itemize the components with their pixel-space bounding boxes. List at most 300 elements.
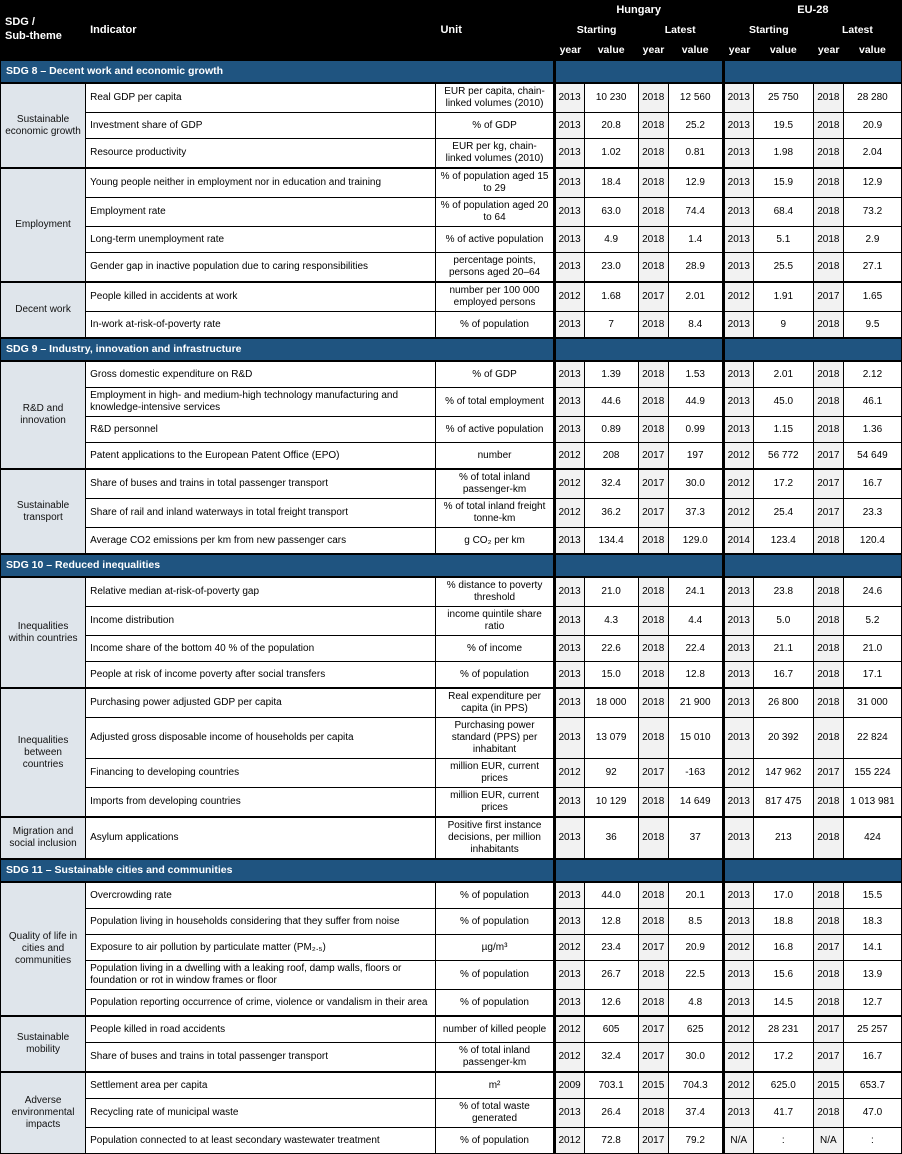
section-title: SDG 9 – Industry, innovation and infrastructure [1, 338, 555, 361]
indicator-cell: Patent applications to the European Patent Office (EPO) [86, 443, 436, 470]
unit-cell: % of population [436, 882, 554, 909]
year-cell: 2013 [554, 168, 584, 198]
unit-cell: number of killed people [436, 1016, 554, 1043]
value-cell: 1.39 [584, 361, 638, 388]
year-cell: 2018 [813, 577, 843, 607]
value-cell: 14.5 [753, 990, 813, 1017]
year-cell: 2018 [813, 788, 843, 818]
year-cell: 2013 [554, 312, 584, 339]
value-cell: 4.8 [668, 990, 723, 1017]
year-cell: 2018 [638, 961, 668, 990]
year-cell: 2013 [554, 718, 584, 759]
value-cell: 12.7 [843, 990, 901, 1017]
value-cell: 12.9 [843, 168, 901, 198]
year-cell: 2018 [813, 882, 843, 909]
value-cell: 4.4 [668, 607, 723, 636]
value-cell: 1.15 [753, 417, 813, 443]
value-cell: 30.0 [668, 469, 723, 499]
indicator-cell: Population connected to at least secondary wastewater treatment [86, 1128, 436, 1154]
value-cell: 8.4 [668, 312, 723, 339]
indicator-cell: Share of buses and trains in total passenger transport [86, 1043, 436, 1073]
value-cell: 28 231 [753, 1016, 813, 1043]
indicator-cell: Imports from developing countries [86, 788, 436, 818]
header-value: value [843, 41, 901, 61]
unit-cell: % of population [436, 312, 554, 339]
indicator-cell: Share of buses and trains in total passenger transport [86, 469, 436, 499]
year-cell: 2013 [554, 817, 584, 859]
unit-cell: income quintile share ratio [436, 607, 554, 636]
year-cell: 2018 [813, 662, 843, 689]
value-cell: 0.99 [668, 417, 723, 443]
indicator-cell: Employment rate [86, 198, 436, 227]
subtheme-cell: Employment [1, 168, 86, 282]
value-cell: 21.1 [753, 636, 813, 662]
year-cell: 2018 [638, 788, 668, 818]
year-cell: 2018 [813, 1099, 843, 1128]
section-fill-eu28 [723, 554, 901, 577]
year-cell: 2018 [813, 168, 843, 198]
year-cell: 2012 [723, 443, 753, 470]
year-cell: 2013 [554, 688, 584, 718]
value-cell: 23.8 [753, 577, 813, 607]
value-cell: 26 800 [753, 688, 813, 718]
table-row [1, 253, 902, 283]
year-cell: 2013 [554, 961, 584, 990]
value-cell: 37 [668, 817, 723, 859]
year-cell: 2013 [723, 198, 753, 227]
year-cell: 2009 [554, 1072, 584, 1099]
value-cell: 213 [753, 817, 813, 859]
table-row [1, 759, 902, 788]
value-cell: 625.0 [753, 1072, 813, 1099]
year-cell: 2012 [554, 469, 584, 499]
indicator-cell: People at risk of income poverty after social transfers [86, 662, 436, 689]
unit-cell: m² [436, 1072, 554, 1099]
year-cell: N/A [813, 1128, 843, 1154]
value-cell: 46.1 [843, 388, 901, 417]
value-cell: 22 824 [843, 718, 901, 759]
value-cell: 23.4 [584, 935, 638, 961]
year-cell: 2017 [638, 935, 668, 961]
value-cell: 45.0 [753, 388, 813, 417]
header-indicator: Indicator [86, 1, 436, 61]
value-cell: 12.6 [584, 990, 638, 1017]
value-cell: 18.4 [584, 168, 638, 198]
value-cell: 22.5 [668, 961, 723, 990]
year-cell: 2017 [813, 935, 843, 961]
value-cell: 56 772 [753, 443, 813, 470]
year-cell: 2012 [554, 1128, 584, 1154]
year-cell: 2013 [723, 227, 753, 253]
year-cell: 2018 [813, 113, 843, 139]
value-cell: 41.7 [753, 1099, 813, 1128]
value-cell: 120.4 [843, 528, 901, 555]
year-cell: 2015 [638, 1072, 668, 1099]
unit-cell: % of population [436, 662, 554, 689]
value-cell: 208 [584, 443, 638, 470]
year-cell: 2018 [813, 312, 843, 339]
value-cell: 20 392 [753, 718, 813, 759]
year-cell: 2017 [638, 1016, 668, 1043]
subtheme-cell: Inequalities between countries [1, 688, 86, 817]
header-eu-starting: Starting [723, 19, 813, 41]
value-cell: 5.0 [753, 607, 813, 636]
indicator-cell: Gross domestic expenditure on R&D [86, 361, 436, 388]
year-cell: 2017 [638, 443, 668, 470]
year-cell: 2018 [638, 361, 668, 388]
value-cell: 73.2 [843, 198, 901, 227]
indicator-cell: Population reporting occurrence of crime, violence or vandalism in their area [86, 990, 436, 1017]
value-cell: 4.3 [584, 607, 638, 636]
indicator-cell: Recycling rate of municipal waste [86, 1099, 436, 1128]
year-cell: 2013 [554, 113, 584, 139]
year-cell: 2013 [723, 388, 753, 417]
value-cell: 20.9 [843, 113, 901, 139]
value-cell: 21.0 [843, 636, 901, 662]
value-cell: 1 013 981 [843, 788, 901, 818]
header-value: value [584, 41, 638, 61]
year-cell: 2018 [813, 817, 843, 859]
table-row [1, 282, 902, 312]
header-year: year [813, 41, 843, 61]
value-cell: 1.36 [843, 417, 901, 443]
year-cell: 2012 [554, 282, 584, 312]
value-cell: 20.8 [584, 113, 638, 139]
value-cell: 36.2 [584, 499, 638, 528]
year-cell: 2018 [813, 227, 843, 253]
year-cell: 2012 [723, 469, 753, 499]
table-row [1, 198, 902, 227]
year-cell: 2013 [723, 662, 753, 689]
value-cell: 25.2 [668, 113, 723, 139]
value-cell: 23.3 [843, 499, 901, 528]
section-fill-eu28 [723, 338, 901, 361]
value-cell: 44.0 [584, 882, 638, 909]
indicator-cell: Income distribution [86, 607, 436, 636]
value-cell: 2.9 [843, 227, 901, 253]
year-cell: 2018 [813, 417, 843, 443]
header-subtheme-line2: Sub-theme [5, 30, 62, 42]
indicator-cell: Income share of the bottom 40 % of the population [86, 636, 436, 662]
year-cell: 2013 [554, 361, 584, 388]
header-unit: Unit [436, 1, 554, 61]
year-cell: 2018 [638, 253, 668, 283]
value-cell: : [843, 1128, 901, 1154]
year-cell: 2017 [813, 443, 843, 470]
table-body [1, 60, 902, 1154]
value-cell: 14 649 [668, 788, 723, 818]
section-row [1, 554, 902, 577]
unit-cell: % of population [436, 961, 554, 990]
value-cell: 25.5 [753, 253, 813, 283]
value-cell: 12.8 [584, 909, 638, 935]
year-cell: 2017 [638, 499, 668, 528]
year-cell: 2012 [554, 499, 584, 528]
value-cell: 704.3 [668, 1072, 723, 1099]
value-cell: 63.0 [584, 198, 638, 227]
header-hungary-starting: Starting [554, 19, 638, 41]
value-cell: 4.9 [584, 227, 638, 253]
year-cell: 2013 [723, 607, 753, 636]
value-cell: 15.6 [753, 961, 813, 990]
year-cell: 2018 [638, 817, 668, 859]
indicator-cell: People killed in accidents at work [86, 282, 436, 312]
header-group-hungary: Hungary [554, 1, 723, 19]
year-cell: 2018 [638, 636, 668, 662]
unit-cell: % of GDP [436, 113, 554, 139]
indicator-cell: Population living in a dwelling with a leaking roof, damp walls, floors or foundation or rot in window frames or floor [86, 961, 436, 990]
year-cell: 2018 [813, 528, 843, 555]
subtheme-cell: Inequalities within countries [1, 577, 86, 688]
subtheme-cell: Adverse environmental impacts [1, 1072, 86, 1154]
year-cell: 2017 [813, 469, 843, 499]
year-cell: 2018 [638, 718, 668, 759]
value-cell: 12.9 [668, 168, 723, 198]
value-cell: 1.4 [668, 227, 723, 253]
section-fill-eu28 [723, 60, 901, 83]
unit-cell: % of total inland passenger-km [436, 469, 554, 499]
unit-cell: Real expenditure per capita (in PPS) [436, 688, 554, 718]
value-cell: 13 079 [584, 718, 638, 759]
value-cell: 79.2 [668, 1128, 723, 1154]
subtheme-cell: Quality of life in cities and communities [1, 882, 86, 1016]
value-cell: 12 560 [668, 83, 723, 113]
year-cell: 2013 [723, 312, 753, 339]
value-cell: 12.8 [668, 662, 723, 689]
table-row [1, 817, 902, 859]
value-cell: 18 000 [584, 688, 638, 718]
value-cell: 47.0 [843, 1099, 901, 1128]
value-cell: 16.7 [843, 1043, 901, 1073]
year-cell: 2013 [554, 636, 584, 662]
year-cell: 2012 [554, 1016, 584, 1043]
value-cell: 123.4 [753, 528, 813, 555]
table-row [1, 417, 902, 443]
header-year: year [723, 41, 753, 61]
value-cell: 817 475 [753, 788, 813, 818]
year-cell: 2012 [723, 1016, 753, 1043]
year-cell: N/A [723, 1128, 753, 1154]
indicator-cell: Gender gap in inactive population due to caring responsibilities [86, 253, 436, 283]
year-cell: 2012 [723, 935, 753, 961]
header-subtheme [1, 1, 86, 61]
year-cell: 2013 [723, 83, 753, 113]
year-cell: 2017 [813, 499, 843, 528]
subtheme-cell: R&D and innovation [1, 361, 86, 469]
value-cell: 26.4 [584, 1099, 638, 1128]
section-title: SDG 8 – Decent work and economic growth [1, 60, 555, 83]
table-row [1, 607, 902, 636]
year-cell: 2013 [723, 1099, 753, 1128]
year-cell: 2013 [723, 168, 753, 198]
value-cell: 1.02 [584, 139, 638, 169]
value-cell: 10 230 [584, 83, 638, 113]
year-cell: 2013 [554, 990, 584, 1017]
table-row [1, 443, 902, 470]
section-title: SDG 10 – Reduced inequalities [1, 554, 555, 577]
table-row [1, 882, 902, 909]
year-cell: 2013 [723, 882, 753, 909]
year-cell: 2018 [813, 961, 843, 990]
value-cell: 5.2 [843, 607, 901, 636]
year-cell: 2013 [554, 788, 584, 818]
table-row [1, 227, 902, 253]
indicator-cell: Young people neither in employment nor in education and training [86, 168, 436, 198]
value-cell: 15.0 [584, 662, 638, 689]
table-row [1, 961, 902, 990]
indicator-cell: Adjusted gross disposable income of households per capita [86, 718, 436, 759]
value-cell: 1.98 [753, 139, 813, 169]
year-cell: 2018 [638, 417, 668, 443]
year-cell: 2015 [813, 1072, 843, 1099]
year-cell: 2018 [638, 312, 668, 339]
unit-cell: number per 100 000 employed persons [436, 282, 554, 312]
year-cell: 2018 [638, 1099, 668, 1128]
value-cell: 9 [753, 312, 813, 339]
unit-cell: % of population [436, 909, 554, 935]
value-cell: 18.3 [843, 909, 901, 935]
value-cell: 2.01 [753, 361, 813, 388]
year-cell: 2018 [638, 909, 668, 935]
value-cell: 31 000 [843, 688, 901, 718]
unit-cell: % of income [436, 636, 554, 662]
table-row [1, 168, 902, 198]
header-group-eu28: EU-28 [723, 1, 901, 19]
value-cell: 22.6 [584, 636, 638, 662]
year-cell: 2017 [813, 1043, 843, 1073]
year-cell: 2013 [554, 577, 584, 607]
year-cell: 2013 [723, 253, 753, 283]
year-cell: 2018 [638, 168, 668, 198]
value-cell: 653.7 [843, 1072, 901, 1099]
value-cell: 2.04 [843, 139, 901, 169]
value-cell: 15 010 [668, 718, 723, 759]
year-cell: 2013 [723, 718, 753, 759]
table-row [1, 528, 902, 555]
unit-cell: % of population [436, 990, 554, 1017]
year-cell: 2012 [723, 499, 753, 528]
year-cell: 2013 [723, 361, 753, 388]
subtheme-cell: Sustainable economic growth [1, 83, 86, 168]
year-cell: 2013 [554, 607, 584, 636]
unit-cell: % of population aged 15 to 29 [436, 168, 554, 198]
value-cell: 26.7 [584, 961, 638, 990]
year-cell: 2018 [813, 139, 843, 169]
year-cell: 2013 [723, 688, 753, 718]
year-cell: 2018 [638, 607, 668, 636]
year-cell: 2018 [638, 662, 668, 689]
section-fill-eu28 [723, 859, 901, 882]
value-cell: 74.4 [668, 198, 723, 227]
value-cell: 24.1 [668, 577, 723, 607]
section-title: SDG 11 – Sustainable cities and communities [1, 859, 555, 882]
value-cell: 30.0 [668, 1043, 723, 1073]
year-cell: 2012 [554, 759, 584, 788]
year-cell: 2018 [638, 528, 668, 555]
indicator-cell: Exposure to air pollution by particulate matter (PM₂.₅) [86, 935, 436, 961]
year-cell: 2018 [813, 83, 843, 113]
unit-cell: Positive first instance decisions, per million inhabitants [436, 817, 554, 859]
year-cell: 2018 [813, 388, 843, 417]
value-cell: 15.9 [753, 168, 813, 198]
value-cell: 24.6 [843, 577, 901, 607]
value-cell: 16.7 [753, 662, 813, 689]
year-cell: 2013 [723, 961, 753, 990]
year-cell: 2018 [813, 636, 843, 662]
value-cell: 37.3 [668, 499, 723, 528]
year-cell: 2014 [723, 528, 753, 555]
value-cell: 36 [584, 817, 638, 859]
section-row [1, 859, 902, 882]
indicator-cell: Financing to developing countries [86, 759, 436, 788]
table-row [1, 909, 902, 935]
year-cell: 2018 [813, 198, 843, 227]
table-row [1, 469, 902, 499]
value-cell: 2.01 [668, 282, 723, 312]
value-cell: 22.4 [668, 636, 723, 662]
year-cell: 2018 [638, 388, 668, 417]
table-row [1, 577, 902, 607]
unit-cell: % of active population [436, 227, 554, 253]
unit-cell: % of total inland passenger-km [436, 1043, 554, 1073]
value-cell: : [753, 1128, 813, 1154]
unit-cell: % of active population [436, 417, 554, 443]
value-cell: 0.81 [668, 139, 723, 169]
header-value: value [753, 41, 813, 61]
unit-cell: % of population [436, 1128, 554, 1154]
year-cell: 2012 [554, 443, 584, 470]
value-cell: 15.5 [843, 882, 901, 909]
indicator-cell: Relative median at-risk-of-poverty gap [86, 577, 436, 607]
table-row [1, 1016, 902, 1043]
header-subtheme-line1: SDG / [5, 16, 35, 29]
value-cell: 28.9 [668, 253, 723, 283]
unit-cell: EUR per capita, chain-linked volumes (2010) [436, 83, 554, 113]
value-cell: 147 962 [753, 759, 813, 788]
indicator-cell: Share of rail and inland waterways in total freight transport [86, 499, 436, 528]
header-hungary-latest: Latest [638, 19, 723, 41]
table-row [1, 1128, 902, 1154]
value-cell: 54 649 [843, 443, 901, 470]
year-cell: 2013 [723, 139, 753, 169]
indicator-cell: Purchasing power adjusted GDP per capita [86, 688, 436, 718]
unit-cell: µg/m³ [436, 935, 554, 961]
indicator-cell: Real GDP per capita [86, 83, 436, 113]
year-cell: 2017 [813, 282, 843, 312]
value-cell: 1.68 [584, 282, 638, 312]
year-cell: 2017 [638, 469, 668, 499]
year-cell: 2018 [638, 577, 668, 607]
value-cell: 5.1 [753, 227, 813, 253]
year-cell: 2018 [638, 83, 668, 113]
year-cell: 2018 [638, 198, 668, 227]
table-header [1, 1, 902, 61]
value-cell: 2.12 [843, 361, 901, 388]
year-cell: 2017 [813, 759, 843, 788]
value-cell: 44.9 [668, 388, 723, 417]
value-cell: 8.5 [668, 909, 723, 935]
value-cell: 32.4 [584, 469, 638, 499]
year-cell: 2013 [723, 788, 753, 818]
indicator-cell: Settlement area per capita [86, 1072, 436, 1099]
indicator-cell: Investment share of GDP [86, 113, 436, 139]
year-cell: 2013 [554, 1099, 584, 1128]
value-cell: 17.2 [753, 1043, 813, 1073]
indicator-cell: People killed in road accidents [86, 1016, 436, 1043]
year-cell: 2013 [723, 417, 753, 443]
year-cell: 2013 [723, 577, 753, 607]
table-row [1, 312, 902, 339]
